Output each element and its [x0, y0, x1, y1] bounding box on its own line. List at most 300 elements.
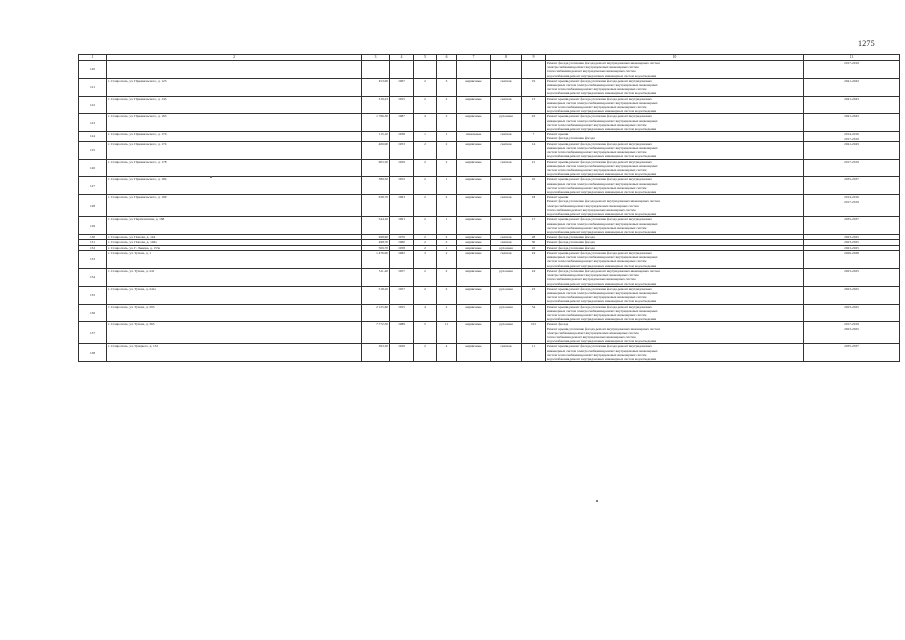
- address-cell: г. Ставрополь, ул. Тухова, д. 293: [107, 304, 362, 322]
- floors-cell: 2: [414, 141, 437, 159]
- table-row: [79, 159, 900, 177]
- table-row: [79, 304, 900, 322]
- works-cell: [546, 344, 804, 362]
- roof-type-cell: скатная: [491, 159, 522, 177]
- work-line: инженерных систем электроснабжения,ремонт внутридомовых инженерных: [547, 100, 658, 105]
- flats-count-cell: 24: [522, 251, 546, 269]
- column-header: 1: [79, 55, 107, 61]
- entrances-cell: 1: [437, 245, 457, 250]
- flats-count-cell: 14: [522, 141, 546, 159]
- table-row: [79, 322, 900, 344]
- column-header: 4: [390, 55, 414, 61]
- flats-count-cell: 24: [522, 268, 546, 286]
- roof-type-cell: рулонная: [491, 286, 522, 304]
- entrances-cell: 11: [437, 322, 457, 344]
- work-line: Ремонт крыши,ремонт фасада,утепление фасада,ремонт внутридомовых: [547, 96, 652, 101]
- year-range: 2023-2025: [844, 304, 859, 309]
- work-line: Ремонт фасада,утепление фасада: [547, 240, 595, 245]
- work-line: инженерных систем электроснабжения,ремонт внутридомовых инженерных: [547, 83, 658, 88]
- work-line: Ремонт крыши,ремонт фасада,утепление фасада,ремонт внутридомовых: [547, 251, 652, 256]
- work-line: водоснабжения,ремонт внутридомовых инженерных систем водоотведения: [547, 127, 657, 132]
- roof-type-cell: рулонная: [491, 322, 522, 344]
- table-row: [79, 268, 900, 286]
- wall-material-cell: кирпичные: [457, 268, 491, 286]
- work-line: водоснабжения,ремонт внутридомовых инженерных систем водоотведения: [547, 154, 657, 159]
- wall-material-cell: кирпичные: [457, 159, 491, 177]
- work-line: Ремонт фасада,утепление фасада: [547, 136, 595, 141]
- table-row: [79, 114, 900, 132]
- work-line: систем теплоснабжения,ремонт внутридомовых инженерных систем: [547, 312, 647, 317]
- works-cell: [546, 141, 804, 159]
- floors-cell: 2: [414, 235, 437, 240]
- floors-cell: 2: [414, 159, 437, 177]
- year-range: 2035-2037: [844, 344, 859, 349]
- address-cell: г. Ставрополь, ул. Г. Лыкова, д. 153а: [107, 245, 362, 250]
- roof-type-cell: скатная: [491, 195, 522, 217]
- roof-type-cell: рулонная: [491, 245, 522, 250]
- work-line: водоснабжения,ремонт внутридомовых инженерных систем водоотведения: [547, 172, 657, 177]
- build-year-cell: 1958: [390, 245, 414, 250]
- column-header: 8: [491, 55, 522, 61]
- wall-material-cell: кирпичные: [457, 177, 491, 195]
- build-year-cell: 1963: [390, 195, 414, 217]
- floors-cell: 3: [414, 251, 437, 269]
- wall-material-cell: кирпичные: [457, 322, 491, 344]
- address-cell: [107, 61, 362, 79]
- works-cell: [546, 286, 804, 304]
- row-number: 131: [79, 240, 107, 245]
- build-year-cell: 1991: [390, 217, 414, 235]
- works-cell: [546, 159, 804, 177]
- address-cell: г. Ставрополь, ул. Тухова, д. 363: [107, 322, 362, 344]
- years-cell: [804, 132, 900, 142]
- work-line: водоснабжения,ремонт внутридомовых инженерных систем водоотведения: [547, 109, 657, 114]
- table-row: [79, 344, 900, 362]
- year-range: 2017-2019: [844, 61, 859, 65]
- area-cell: 544,10: [362, 217, 390, 235]
- column-header: 10: [546, 55, 804, 61]
- roof-type-cell: скатная: [491, 235, 522, 240]
- floors-cell: [414, 61, 437, 79]
- wall-material-cell: кирпичные: [457, 245, 491, 250]
- area-cell: 511,20: [362, 268, 390, 286]
- work-line: Ремонт крыши,ремонт фасада,утепление фасада,ремонт внутридомовых: [547, 304, 652, 309]
- scan-speck: [596, 500, 598, 502]
- work-line: водоснабжения,ремонт внутридомовых инженерных систем водоотведения: [547, 317, 657, 322]
- years-cell: [804, 61, 900, 79]
- flats-count-cell: 21: [522, 159, 546, 177]
- work-line: систем теплоснабжения,ремонт внутридомовых инженерных систем: [547, 352, 647, 357]
- wall-material-cell: кирпичные: [457, 195, 491, 217]
- year-range: 2023-2025: [844, 326, 859, 331]
- area-cell: 498,70: [362, 240, 390, 245]
- years-cell: [804, 114, 900, 132]
- area-cell: 1 476,00: [362, 251, 390, 269]
- address-cell: г. Ставрополь, ул. Пржевальского, д. 163: [107, 114, 362, 132]
- wall-material-cell: кирпичные: [457, 304, 491, 322]
- work-line: инженерных систем электроснабжения,ремонт внутридомовых инженерных: [547, 146, 658, 151]
- work-line: Ремонт крыши,ремонт фасада,утепление фасада,ремонт внутридомовых: [547, 344, 652, 349]
- row-number: 123: [79, 114, 107, 132]
- entrances-cell: 2: [437, 286, 457, 304]
- works-cell: [546, 96, 804, 114]
- work-line: систем теплоснабжения,ремонт внутридомовых инженерных систем: [547, 150, 647, 155]
- work-line: теплоснабжения,ремонт внутридомовых инженерных систем: [547, 69, 636, 74]
- row-number: 128: [79, 195, 107, 217]
- address-cell: г. Ставрополь, ул. Тухова, д. 241: [107, 268, 362, 286]
- year-range: 2023-2025: [844, 286, 859, 291]
- floors-cell: 1: [414, 132, 437, 142]
- year-range: 2014-2016: [844, 132, 859, 137]
- row-number: 125: [79, 141, 107, 159]
- floors-cell: 2: [414, 240, 437, 245]
- year-range: 2035-2037: [844, 217, 859, 222]
- year-range: 2041-2043: [844, 78, 859, 83]
- work-line: Ремонт фасада: [547, 322, 569, 327]
- wall-material-cell: кирпичные: [457, 78, 491, 96]
- build-year-cell: 1955: [390, 304, 414, 322]
- roof-type-cell: скатная: [491, 217, 522, 235]
- address-cell: г. Ставрополь, ул. Попова, д. 144: [107, 235, 362, 240]
- page-number: 1275: [858, 39, 875, 48]
- work-line: Ремонт крыши,ремонт фасада,утепление фасада,ремонт внутридомовых: [547, 286, 652, 291]
- work-line: электроснабжения,ремонт внутридомовых инженерных систем: [547, 203, 639, 208]
- table-row: [79, 217, 900, 235]
- flats-count-cell: 7: [522, 132, 546, 142]
- floors-cell: 4: [414, 304, 437, 322]
- floors-cell: 2: [414, 344, 437, 362]
- address-cell: г. Ставрополь, ул. Пржевальского, д. 178: [107, 159, 362, 177]
- roof-type-cell: скатная: [491, 177, 522, 195]
- wall-material-cell: кирпичные: [457, 114, 491, 132]
- roof-type-cell: скатная: [491, 240, 522, 245]
- work-line: инженерных систем электроснабжения,ремонт внутридомовых инженерных: [547, 118, 658, 123]
- work-line: водоснабжения,ремонт внутридомовых инженерных систем водоотведения: [547, 281, 657, 286]
- area-cell: 7 772,50: [362, 322, 390, 344]
- works-cell: [546, 322, 804, 344]
- years-cell: [804, 96, 900, 114]
- years-cell: [804, 78, 900, 96]
- year-range: 2041-2043: [844, 114, 859, 119]
- row-number: 120: [79, 61, 107, 79]
- table-row: [79, 78, 900, 96]
- build-year-cell: 1953: [390, 141, 414, 159]
- wall-material-cell: кирпичные: [457, 141, 491, 159]
- build-year-cell: 1962: [390, 251, 414, 269]
- flats-count-cell: 30: [522, 240, 546, 245]
- wall-material-cell: [457, 61, 491, 79]
- area-cell: 115,10: [362, 132, 390, 142]
- entrances-cell: 2: [437, 141, 457, 159]
- column-header: 6: [437, 55, 457, 61]
- work-line: систем теплоснабжения,ремонт внутридомовых инженерных систем: [547, 259, 647, 264]
- row-number: 130: [79, 235, 107, 240]
- floors-cell: 2: [414, 286, 437, 304]
- work-line: водоснабжения,ремонт внутридомовых инженерных систем водоотведения: [547, 73, 657, 78]
- year-range: 2017-2019: [844, 159, 859, 164]
- column-header: 7: [457, 55, 491, 61]
- column-header: 5: [414, 55, 437, 61]
- work-line: Ремонт крыши,ремонт фасада,утепление фасада,ремонт внутридомовых: [547, 217, 652, 222]
- area-cell: 509,70: [362, 245, 390, 250]
- scan-speck: [210, 176, 212, 178]
- row-number: 137: [79, 322, 107, 344]
- work-line: инженерных систем электроснабжения,ремонт внутридомовых инженерных: [547, 163, 658, 168]
- entrances-cell: 2: [437, 304, 457, 322]
- wall-material-cell: кирпичные: [457, 96, 491, 114]
- roof-type-cell: скатная: [491, 96, 522, 114]
- address-cell: г. Ставрополь, ул. Пржевальского, д. 199: [107, 195, 362, 217]
- years-cell: [804, 344, 900, 362]
- entrances-cell: 2: [437, 251, 457, 269]
- wall-material-cell: кирпичные: [457, 217, 491, 235]
- floors-cell: 2: [414, 268, 437, 286]
- flats-count-cell: 17: [522, 217, 546, 235]
- build-year-cell: 1958: [390, 132, 414, 142]
- year-range: 2023-2025: [844, 268, 859, 273]
- work-line: Ремонт фасада,утепление фасада,ремонт внутридомовых инженерных систем: [547, 199, 660, 204]
- table-row: [79, 61, 900, 79]
- work-line: систем теплоснабжения,ремонт внутридомовых инженерных систем: [547, 225, 647, 230]
- row-number: 129: [79, 217, 107, 235]
- roof-type-cell: скатная: [491, 78, 522, 96]
- area-cell: 1 796,30: [362, 114, 390, 132]
- entrances-cell: 3: [437, 78, 457, 96]
- years-cell: [804, 177, 900, 195]
- years-cell: [804, 286, 900, 304]
- row-number: 122: [79, 96, 107, 114]
- build-year-cell: 1970: [390, 235, 414, 240]
- flats-count-cell: 28: [522, 235, 546, 240]
- work-line: систем теплоснабжения,ремонт внутридомовых инженерных систем: [547, 168, 647, 173]
- roof-type-cell: рулонная: [491, 304, 522, 322]
- work-line: водоснабжения,ремонт внутридомовых инженерных систем водоотведения: [547, 229, 657, 234]
- flats-count-cell: 19: [522, 78, 546, 96]
- floors-cell: 2: [414, 245, 437, 250]
- area-cell: 605,50: [362, 159, 390, 177]
- works-cell: [546, 177, 804, 195]
- address-cell: г. Ставрополь, ул. Тухова, д. 241а: [107, 286, 362, 304]
- years-cell: [804, 159, 900, 177]
- flats-count-cell: [522, 61, 546, 79]
- table-row: [79, 132, 900, 142]
- entrances-cell: 2: [437, 268, 457, 286]
- address-cell: г. Ставрополь, ул. Попова, д. 146а: [107, 240, 362, 245]
- entrances-cell: 2: [437, 235, 457, 240]
- area-cell: 319,23: [362, 96, 390, 114]
- roof-type-cell: скатная: [491, 344, 522, 362]
- address-cell: г. Ставрополь, ул. Пржевальского, д. 184: [107, 177, 362, 195]
- flats-count-cell: 10: [522, 177, 546, 195]
- row-number: 121: [79, 78, 107, 96]
- work-line: инженерных систем электроснабжения,ремонт внутридомовых инженерных: [547, 290, 658, 295]
- column-header: 11: [804, 55, 900, 61]
- address-cell: г. Ставрополь, ул. Пржевальского, д. 174: [107, 141, 362, 159]
- work-line: водоснабжения,ремонт внутридомовых инженерных систем водоотведения: [547, 263, 657, 268]
- row-number: 133: [79, 251, 107, 269]
- work-line: водоснабжения,ремонт внутридомовых инженерных систем водоотведения: [547, 357, 657, 362]
- build-year-cell: 1960: [390, 240, 414, 245]
- year-range: 2023-2025: [844, 240, 859, 245]
- years-cell: [804, 304, 900, 322]
- year-range: 2014-2016: [844, 195, 859, 200]
- works-cell: [546, 132, 804, 142]
- works-cell: [546, 217, 804, 235]
- wall-material-cell: кирпичные: [457, 344, 491, 362]
- work-line: Ремонт фасада,утепление фасада: [547, 245, 595, 250]
- row-number: 127: [79, 177, 107, 195]
- roof-type-cell: рулонная: [491, 114, 522, 132]
- table-body: [79, 61, 900, 362]
- area-cell: 638,70: [362, 195, 390, 217]
- work-line: водоснабжения,ремонт внутридомовых инженерных систем водоотведения: [547, 339, 657, 344]
- area-cell: 2 125,60: [362, 304, 390, 322]
- row-number: 134: [79, 268, 107, 286]
- floors-cell: 2: [414, 195, 437, 217]
- work-line: теплоснабжения,ремонт внутридомовых инженерных систем: [547, 277, 636, 282]
- work-line: Ремонт крыши,ремонт фасада,утепление фасада,ремонт внутридомовых: [547, 78, 652, 83]
- build-year-cell: 1929: [390, 344, 414, 362]
- area-cell: 453,00: [362, 78, 390, 96]
- years-cell: [804, 251, 900, 269]
- work-line: водоснабжения,ремонт внутридомовых инженерных систем водоотведения: [547, 212, 657, 217]
- work-line: Ремонт крыши,ремонт фасада,утепление фасада,ремонт внутридомовых: [547, 159, 652, 164]
- table-row: [79, 251, 900, 269]
- work-line: систем теплоснабжения,ремонт внутридомовых инженерных систем: [547, 122, 647, 127]
- build-year-cell: 1967: [390, 78, 414, 96]
- table-row: [79, 286, 900, 304]
- work-line: электроснабжения,ремонт внутридомовых инженерных систем: [547, 65, 639, 70]
- roof-type-cell: рулонная: [491, 268, 522, 286]
- address-cell: г. Ставрополь, ул. Пржевальского, д. 123: [107, 78, 362, 96]
- years-cell: [804, 268, 900, 286]
- table-row: [79, 141, 900, 159]
- years-cell: [804, 322, 900, 344]
- works-cell: [546, 195, 804, 217]
- years-cell: [804, 141, 900, 159]
- floors-cell: 2: [414, 217, 437, 235]
- entrances-cell: 1: [437, 217, 457, 235]
- year-range: 2026-2028: [844, 251, 859, 256]
- year-range: 2023-2025: [844, 235, 859, 240]
- address-cell: г. Ставрополь, ул. Тухова, д. 1: [107, 251, 362, 269]
- address-cell: г. Ставрополь, ул. Урицкого, д. 132: [107, 344, 362, 362]
- flats-count-cell: 23: [522, 286, 546, 304]
- years-cell: [804, 217, 900, 235]
- work-line: систем теплоснабжения,ремонт внутридомовых инженерных систем: [547, 105, 647, 110]
- capital-repair-table: [78, 54, 900, 362]
- table-row: [79, 96, 900, 114]
- area-cell: 389,50: [362, 177, 390, 195]
- address-cell: г. Ставрополь, ул. Партизанская, д. 168: [107, 217, 362, 235]
- area-cell: 518,20: [362, 286, 390, 304]
- floors-cell: 5: [414, 322, 437, 344]
- row-number: 126: [79, 159, 107, 177]
- work-line: водоснабжения,ремонт внутридомовых инженерных систем водоотведения: [547, 190, 657, 195]
- works-cell: [546, 78, 804, 96]
- work-line: теплоснабжения,ремонт внутридомовых инженерных систем: [547, 207, 636, 212]
- year-range: 2023-2025: [844, 245, 859, 250]
- work-line: инженерных систем электроснабжения,ремонт внутридомовых инженерных: [547, 181, 658, 186]
- years-cell: [804, 195, 900, 217]
- address-cell: г. Ставрополь, ул. Пржевальского, д. 170: [107, 132, 362, 142]
- work-line: инженерных систем электроснабжения,ремонт внутридомовых инженерных: [547, 255, 658, 260]
- build-year-cell: 1952: [390, 177, 414, 195]
- row-number: 136: [79, 304, 107, 322]
- works-cell: [546, 114, 804, 132]
- work-line: систем теплоснабжения,ремонт внутридомовых инженерных систем: [547, 87, 647, 92]
- entrances-cell: 2: [437, 240, 457, 245]
- row-number: 135: [79, 286, 107, 304]
- build-year-cell: 1957: [390, 286, 414, 304]
- column-header: 2: [107, 55, 362, 61]
- work-line: Ремонт крыши: [547, 132, 569, 137]
- flats-count-cell: 10: [522, 245, 546, 250]
- works-cell: [546, 268, 804, 286]
- column-header: 3: [362, 55, 390, 61]
- row-number: 124: [79, 132, 107, 142]
- roof-type-cell: скатная: [491, 141, 522, 159]
- work-line: водоснабжения,ремонт внутридомовых инженерных систем водоотведения: [547, 299, 657, 304]
- flats-count-cell: 101: [522, 322, 546, 344]
- work-line: электроснабжения,ремонт внутридомовых инженерных систем: [547, 273, 639, 278]
- work-line: систем теплоснабжения,ремонт внутридомовых инженерных систем: [547, 295, 647, 300]
- wall-material-cell: панельные: [457, 132, 491, 142]
- work-line: электроснабжения,ремонт внутридомовых инженерных систем: [547, 330, 639, 335]
- work-line: Ремонт крыши,утепление фасада,ремонт внутридомовых инженерных систем: [547, 326, 660, 331]
- work-line: теплоснабжения,ремонт внутридомовых инженерных систем: [547, 334, 636, 339]
- row-number: 138: [79, 344, 107, 362]
- entrances-cell: 1: [437, 177, 457, 195]
- work-line: Ремонт фасада,утепление фасада,ремонт внутридомовых инженерных систем: [547, 61, 660, 65]
- area-cell: [362, 61, 390, 79]
- year-range: 2035-2037: [844, 177, 859, 182]
- area-cell: 498,90: [362, 235, 390, 240]
- year-range: 2041-2043: [844, 141, 859, 146]
- roof-type-cell: скатная: [491, 251, 522, 269]
- roof-type-cell: скатная: [491, 132, 522, 142]
- work-line: Ремонт фасада,утепление фасада: [547, 235, 595, 240]
- year-range: 2017-2019: [844, 322, 859, 327]
- table-row: [79, 195, 900, 217]
- work-line: инженерных систем электроснабжения,ремонт внутридомовых инженерных: [547, 308, 658, 313]
- entrances-cell: 2: [437, 195, 457, 217]
- work-line: водоснабжения,ремонт внутридомовых инженерных систем водоотведения: [547, 91, 657, 96]
- works-cell: [546, 304, 804, 322]
- wall-material-cell: кирпичные: [457, 251, 491, 269]
- table-row: [79, 177, 900, 195]
- year-range: 2017-2019: [844, 199, 859, 204]
- flats-count-cell: 43: [522, 114, 546, 132]
- wall-material-cell: кирпичные: [457, 240, 491, 245]
- flats-count-cell: 18: [522, 195, 546, 217]
- build-year-cell: [390, 61, 414, 79]
- work-line: Ремонт крыши,ремонт фасада,утепление фасада,ремонт внутридомовых: [547, 141, 652, 146]
- build-year-cell: 1987: [390, 114, 414, 132]
- entrances-cell: [437, 61, 457, 79]
- flats-count-cell: 34: [522, 304, 546, 322]
- entrances-cell: 1: [437, 132, 457, 142]
- works-cell: [546, 251, 804, 269]
- work-line: инженерных систем электроснабжения,ремонт внутридомовых инженерных: [547, 348, 658, 353]
- floors-cell: 2: [414, 78, 437, 96]
- floors-cell: 2: [414, 96, 437, 114]
- entrances-cell: 2: [437, 96, 457, 114]
- build-year-cell: 1989: [390, 322, 414, 344]
- works-cell: [546, 61, 804, 79]
- column-header: 9: [522, 55, 546, 61]
- flats-count-cell: 13: [522, 96, 546, 114]
